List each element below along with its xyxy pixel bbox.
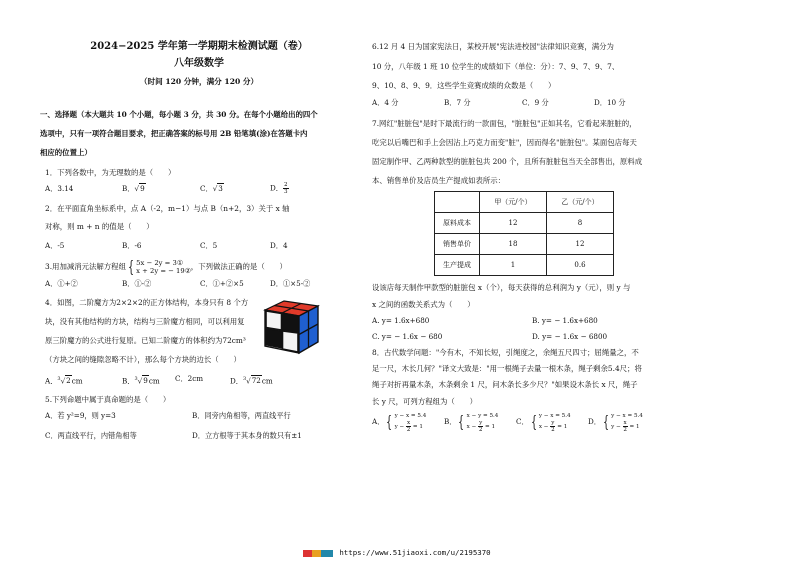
- q3-option-b[interactable]: B．①-②: [122, 279, 152, 288]
- section1-heading-3: 相应的位置上）: [40, 148, 92, 157]
- q2-option-a[interactable]: A．-5: [45, 241, 65, 250]
- q2-option-b[interactable]: B．-6: [122, 241, 142, 250]
- section1-heading-2: 选项中，只有一项符合题目要求，把正确答案的标号用 2B 铅笔填(涂)在答题卡内: [40, 129, 308, 138]
- table-cell: 1: [480, 255, 547, 276]
- q6-line2: 10 分，八年级 1 班 10 位学生的成绩如下（单位：分）：7、9、7、9、7、: [372, 62, 620, 71]
- q8-line4: 长 y 尺，可列方程组为（ ）: [372, 397, 477, 406]
- q2-line1: 2．在平面直角坐标系中，点 A（-2，m−1）与点 B（n+2，3）关于 x 轴: [45, 204, 290, 213]
- q1-option-d[interactable]: D． $\frac{2}{3}$: [270, 182, 288, 195]
- exam-subtitle: 八年级数学: [174, 58, 224, 69]
- q6-line3: 9、10、8、9、9．这些学生竞赛成绩的众数是（ ）: [372, 81, 556, 90]
- q4-option-c[interactable]: C．2cm: [175, 374, 204, 383]
- table-cell: 12: [547, 234, 614, 255]
- q6-option-a[interactable]: A．4 分: [372, 98, 399, 107]
- q7-line2: 吃完以后嘴巴和手上会因沾上巧克力而变"脏"，因而得名"脏脏包"。某面包店每天: [372, 138, 637, 147]
- q6-option-d[interactable]: D．10 分: [594, 98, 626, 107]
- table-cell: 18: [480, 234, 547, 255]
- q3-option-d[interactable]: D．①×5-②: [270, 279, 311, 288]
- footer-url[interactable]: https://www.51jiaoxi.com/u/2195370: [339, 548, 491, 557]
- table-header: 甲（元/个）: [480, 192, 547, 213]
- q3-stem: 3.用加减消元法解方程组 { 5x − 2y = 3① x + 2y = − 19② ，下列做法正确的是（ ）: [45, 257, 287, 276]
- q8-option-c[interactable]: C． { y − x = 5.4 x − $\frac{y}{2}$ = 1: [516, 412, 571, 433]
- table-row: [435, 255, 614, 276]
- table-cell: 0.6: [547, 255, 614, 276]
- table-cell: 8: [547, 213, 614, 234]
- q7-after2: x 之间的函数关系式为（ ）: [372, 300, 475, 309]
- q2-option-c[interactable]: C．5: [200, 241, 218, 250]
- site-logo-icon: [303, 550, 333, 557]
- q4-option-a[interactable]: A．$^3$√2cm: [45, 376, 83, 386]
- q5-option-b[interactable]: B．同旁内角相等，两直线平行: [192, 411, 291, 420]
- q5-stem: 5.下列命题中属于真命题的是（ ）: [45, 395, 171, 404]
- table-row: [435, 234, 614, 255]
- q7-line3: 固定制作甲、乙两种款型的脏脏包共 200 个，且所有脏脏包当天全部售出，原料成: [372, 157, 643, 166]
- q4-line2: 块，没有其他结构的方块，结构与三阶魔方相同，可以利用复: [45, 317, 245, 326]
- q8-option-d[interactable]: D． { y − x = 5.4 y − $\frac{x}{2}$ = 1: [588, 412, 643, 433]
- table-row-label: 销售单价: [435, 234, 480, 255]
- table-header-row: [435, 192, 614, 213]
- q5-option-d[interactable]: D．立方根等于其本身的数只有±1: [192, 431, 302, 440]
- q2-line2: 对称，则 m + n 的值是（ ）: [45, 222, 154, 231]
- q8-line2: 足一尺，木长几何？"译文大致是："用一根绳子去量一根木条，绳子剩余5.4尺；将: [372, 364, 642, 373]
- q4-line3: 原三阶魔方的公式进行复原。已知二阶魔方的体积约为72cm³: [45, 336, 246, 345]
- q8-line1: 8．古代数学问题："今有木，不知长短，引绳度之，余绳五尺四寸；屈绳量之，不: [372, 348, 639, 357]
- time-note: （时间 120 分钟，满分 120 分）: [139, 77, 259, 86]
- q7-line1: 7.网红"脏脏包"是时下最流行的一款面包，"脏脏包"正如其名，它看起来脏脏的，: [372, 119, 637, 128]
- q4-option-b[interactable]: B．$^3$√9cm: [122, 376, 160, 386]
- q7-after1: 设该店每天制作甲款型的脏脏包 x（个），每天获得的总利润为 y（元），则 y 与: [372, 283, 631, 292]
- q5-option-a[interactable]: A．若 y²=9，则 y=3: [45, 411, 116, 420]
- q7-line4: 本、销售单价及店员生产提成如表所示：: [372, 176, 506, 185]
- q6-option-b[interactable]: B．7 分: [444, 98, 471, 107]
- q5-option-c[interactable]: C．两直线平行，内错角相等: [45, 431, 137, 440]
- q1-option-a[interactable]: A．3.14: [45, 184, 74, 193]
- q6-line1: 6.12 月 4 日为国家宪法日，某校开展"宪法进校园"法律知识竞赛，满分为: [372, 42, 614, 51]
- footer-watermark: [0, 548, 794, 557]
- exam-title: 2024−2025 学年第一学期期末检测试题（卷）: [90, 41, 308, 52]
- q6-option-c[interactable]: C．9 分: [522, 98, 549, 107]
- q4-line1: 4．如图，二阶魔方为2×2×2的正方体结构，本身只有 8 个方: [45, 298, 249, 307]
- q4-option-d[interactable]: D．$^3$√72cm: [230, 376, 273, 386]
- table-row-label: 原料成本: [435, 213, 480, 234]
- q1-option-c[interactable]: C．√3: [200, 184, 223, 193]
- rubiks-cube-image: [262, 298, 320, 356]
- q2-option-d[interactable]: D．4: [270, 241, 288, 250]
- q1-option-b[interactable]: B．√9: [122, 184, 145, 193]
- table-cell: 12: [480, 213, 547, 234]
- table-row: [435, 213, 614, 234]
- q8-line3: 绳子对折再量木条，木条剩余 1 尺，问木条长多少尺？"如果设木条长 x 尺，绳子: [372, 380, 638, 389]
- q7-option-c[interactable]: C. y= − 1.6x − 680: [372, 332, 443, 341]
- q7-option-d[interactable]: D. y= − 1.6x − 6800: [532, 332, 608, 341]
- q1-stem: 1．下列各数中，为无理数的是（ ）: [45, 168, 176, 177]
- section1-heading-1: 一、选择题（本大题共 10 个小题，每小题 3 分，共 30 分。在每个小题给出的四个: [40, 110, 318, 119]
- q3-option-c[interactable]: C．①+②×5: [200, 279, 244, 288]
- q8-option-a[interactable]: A． { y − x = 5.4 y − $\frac{x}{2}$ = 1: [372, 412, 427, 433]
- q7-option-a[interactable]: A. y= 1.6x+680: [372, 316, 430, 325]
- table-header: 乙（元/个）: [547, 192, 614, 213]
- q3-option-a[interactable]: A．①+②: [45, 279, 78, 288]
- table-row-label: 生产提成: [435, 255, 480, 276]
- price-table: [434, 191, 614, 276]
- q7-option-b[interactable]: B. y= − 1.6x+680: [532, 316, 598, 325]
- q8-option-b[interactable]: B． { x − y = 5.4 x − $\frac{y}{2}$ = 1: [444, 412, 499, 433]
- q4-line4: （方块之间的缝隙忽略不计），那么每个方块的边长（ ）: [45, 355, 241, 364]
